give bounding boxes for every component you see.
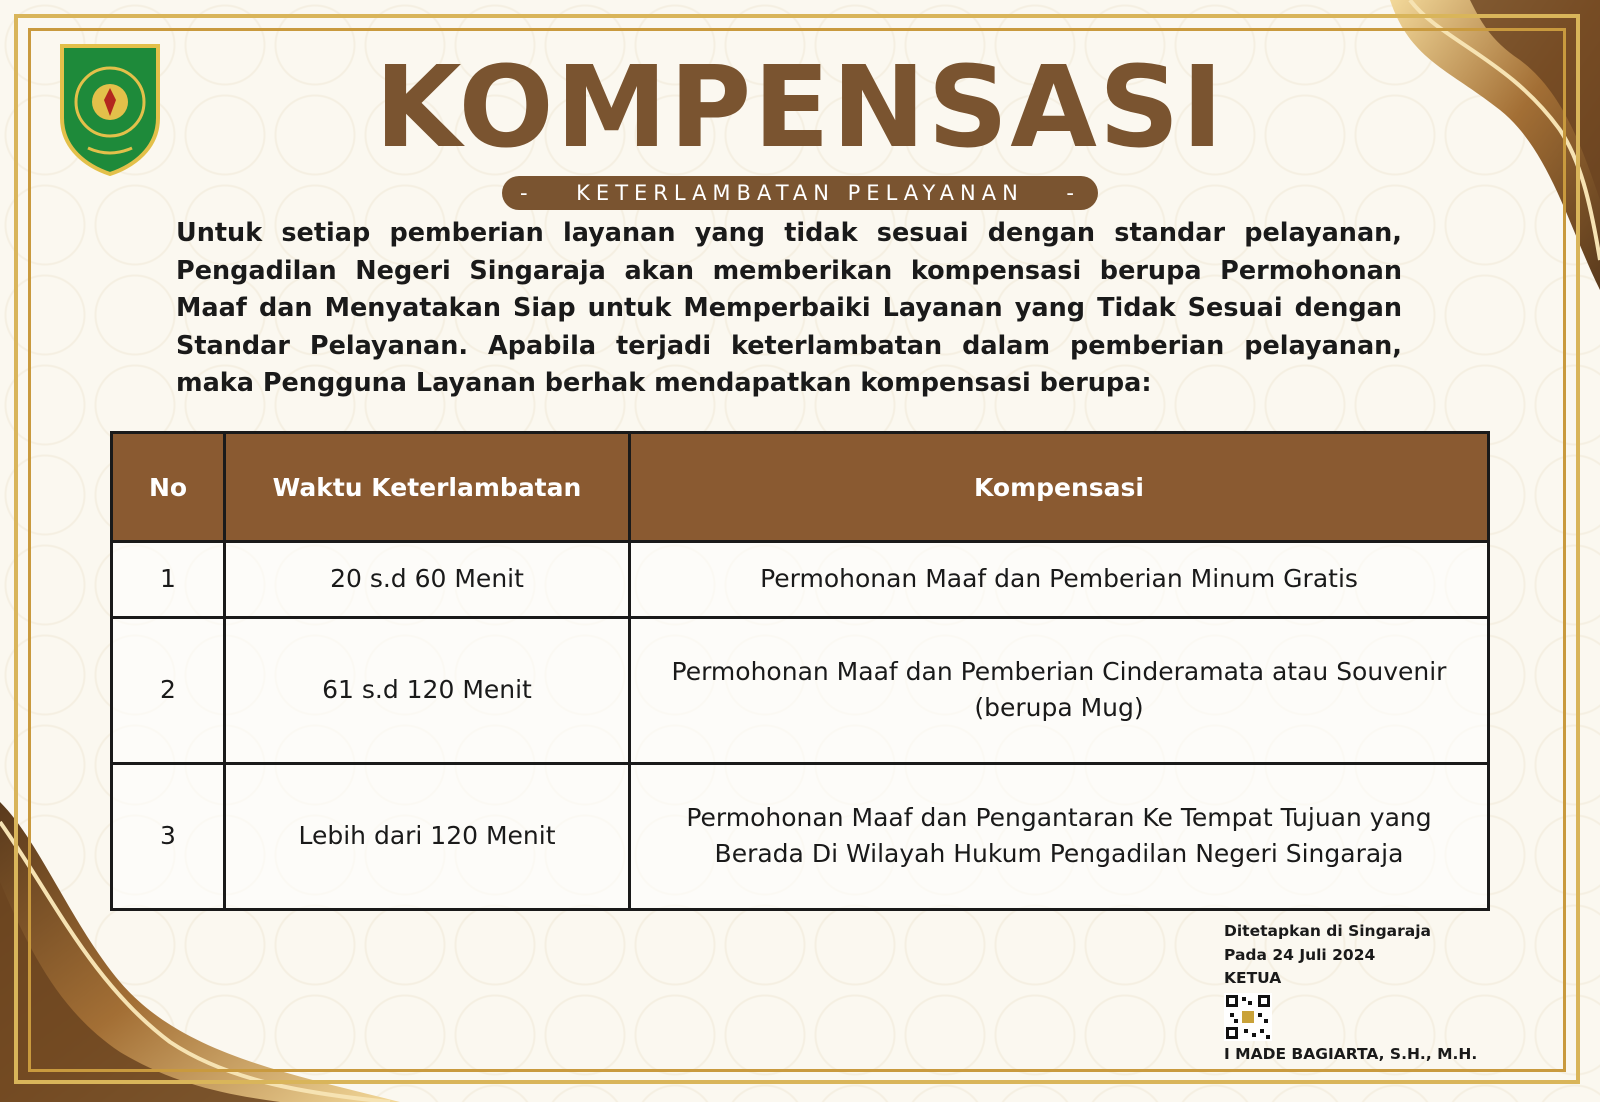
- compensation-table: [110, 431, 1490, 911]
- column-header-compensation: Kompensasi: [630, 433, 1489, 542]
- cell-delay: 20 s.d 60 Menit: [225, 542, 630, 618]
- cell-compensation: Permohonan Maaf dan Pemberian Cinderamata atau Souvenir (berupa Mug): [630, 617, 1489, 763]
- signature-date: Pada 24 Juli 2024: [1224, 945, 1376, 964]
- signature-block: [1224, 920, 1477, 1066]
- cell-no: 1: [112, 542, 225, 618]
- table-row: [112, 617, 1489, 763]
- qr-code-icon: [1224, 993, 1272, 1041]
- table-row: [112, 542, 1489, 618]
- column-header-no: No: [112, 433, 225, 542]
- subtitle-text: KETERLAMBATAN PELAYANAN: [576, 181, 1024, 205]
- cell-no: 3: [112, 763, 225, 909]
- signature-name: I MADE BAGIARTA, S.H., M.H.: [1224, 1044, 1478, 1063]
- court-logo-icon: [54, 40, 166, 176]
- table-header-row: [112, 433, 1489, 542]
- intro-paragraph: Untuk setiap pemberian layanan yang tidak sesuai dengan standar pelayanan, Pengadilan Negeri Singaraja akan memberikan kompensasi berupa Permohonan Maaf dan Menyatakan Siap untuk Memperbaiki Layanan yang Tidak Sesuai dengan Standar Pelayanan. Apabila terjadi keterlambatan dalam pemberian pelayanan, maka Pengguna Layanan berhak mendapatkan kompensasi berupa:: [176, 218, 1402, 398]
- table-row: [112, 763, 1489, 909]
- subtitle-dash-left: -: [520, 181, 534, 205]
- signature-role: KETUA: [1224, 969, 1282, 987]
- signature-place: Ditetapkan di Singaraja: [1224, 922, 1432, 940]
- cell-delay: Lebih dari 120 Menit: [225, 763, 630, 909]
- page-title: KOMPENSASI: [374, 43, 1226, 173]
- cell-compensation: Permohonan Maaf dan Pemberian Minum Gratis: [630, 542, 1489, 618]
- subtitle-banner: [502, 176, 1098, 210]
- cell-delay: 61 s.d 120 Menit: [225, 617, 630, 763]
- cell-no: 2: [112, 617, 225, 763]
- column-header-delay: Waktu Keterlambatan: [225, 433, 630, 542]
- cell-compensation: Permohonan Maaf dan Pengantaran Ke Tempat Tujuan yang Berada Di Wilayah Hukum Pengadilan Negeri Singaraja: [630, 763, 1489, 909]
- subtitle-dash-right: -: [1066, 181, 1080, 205]
